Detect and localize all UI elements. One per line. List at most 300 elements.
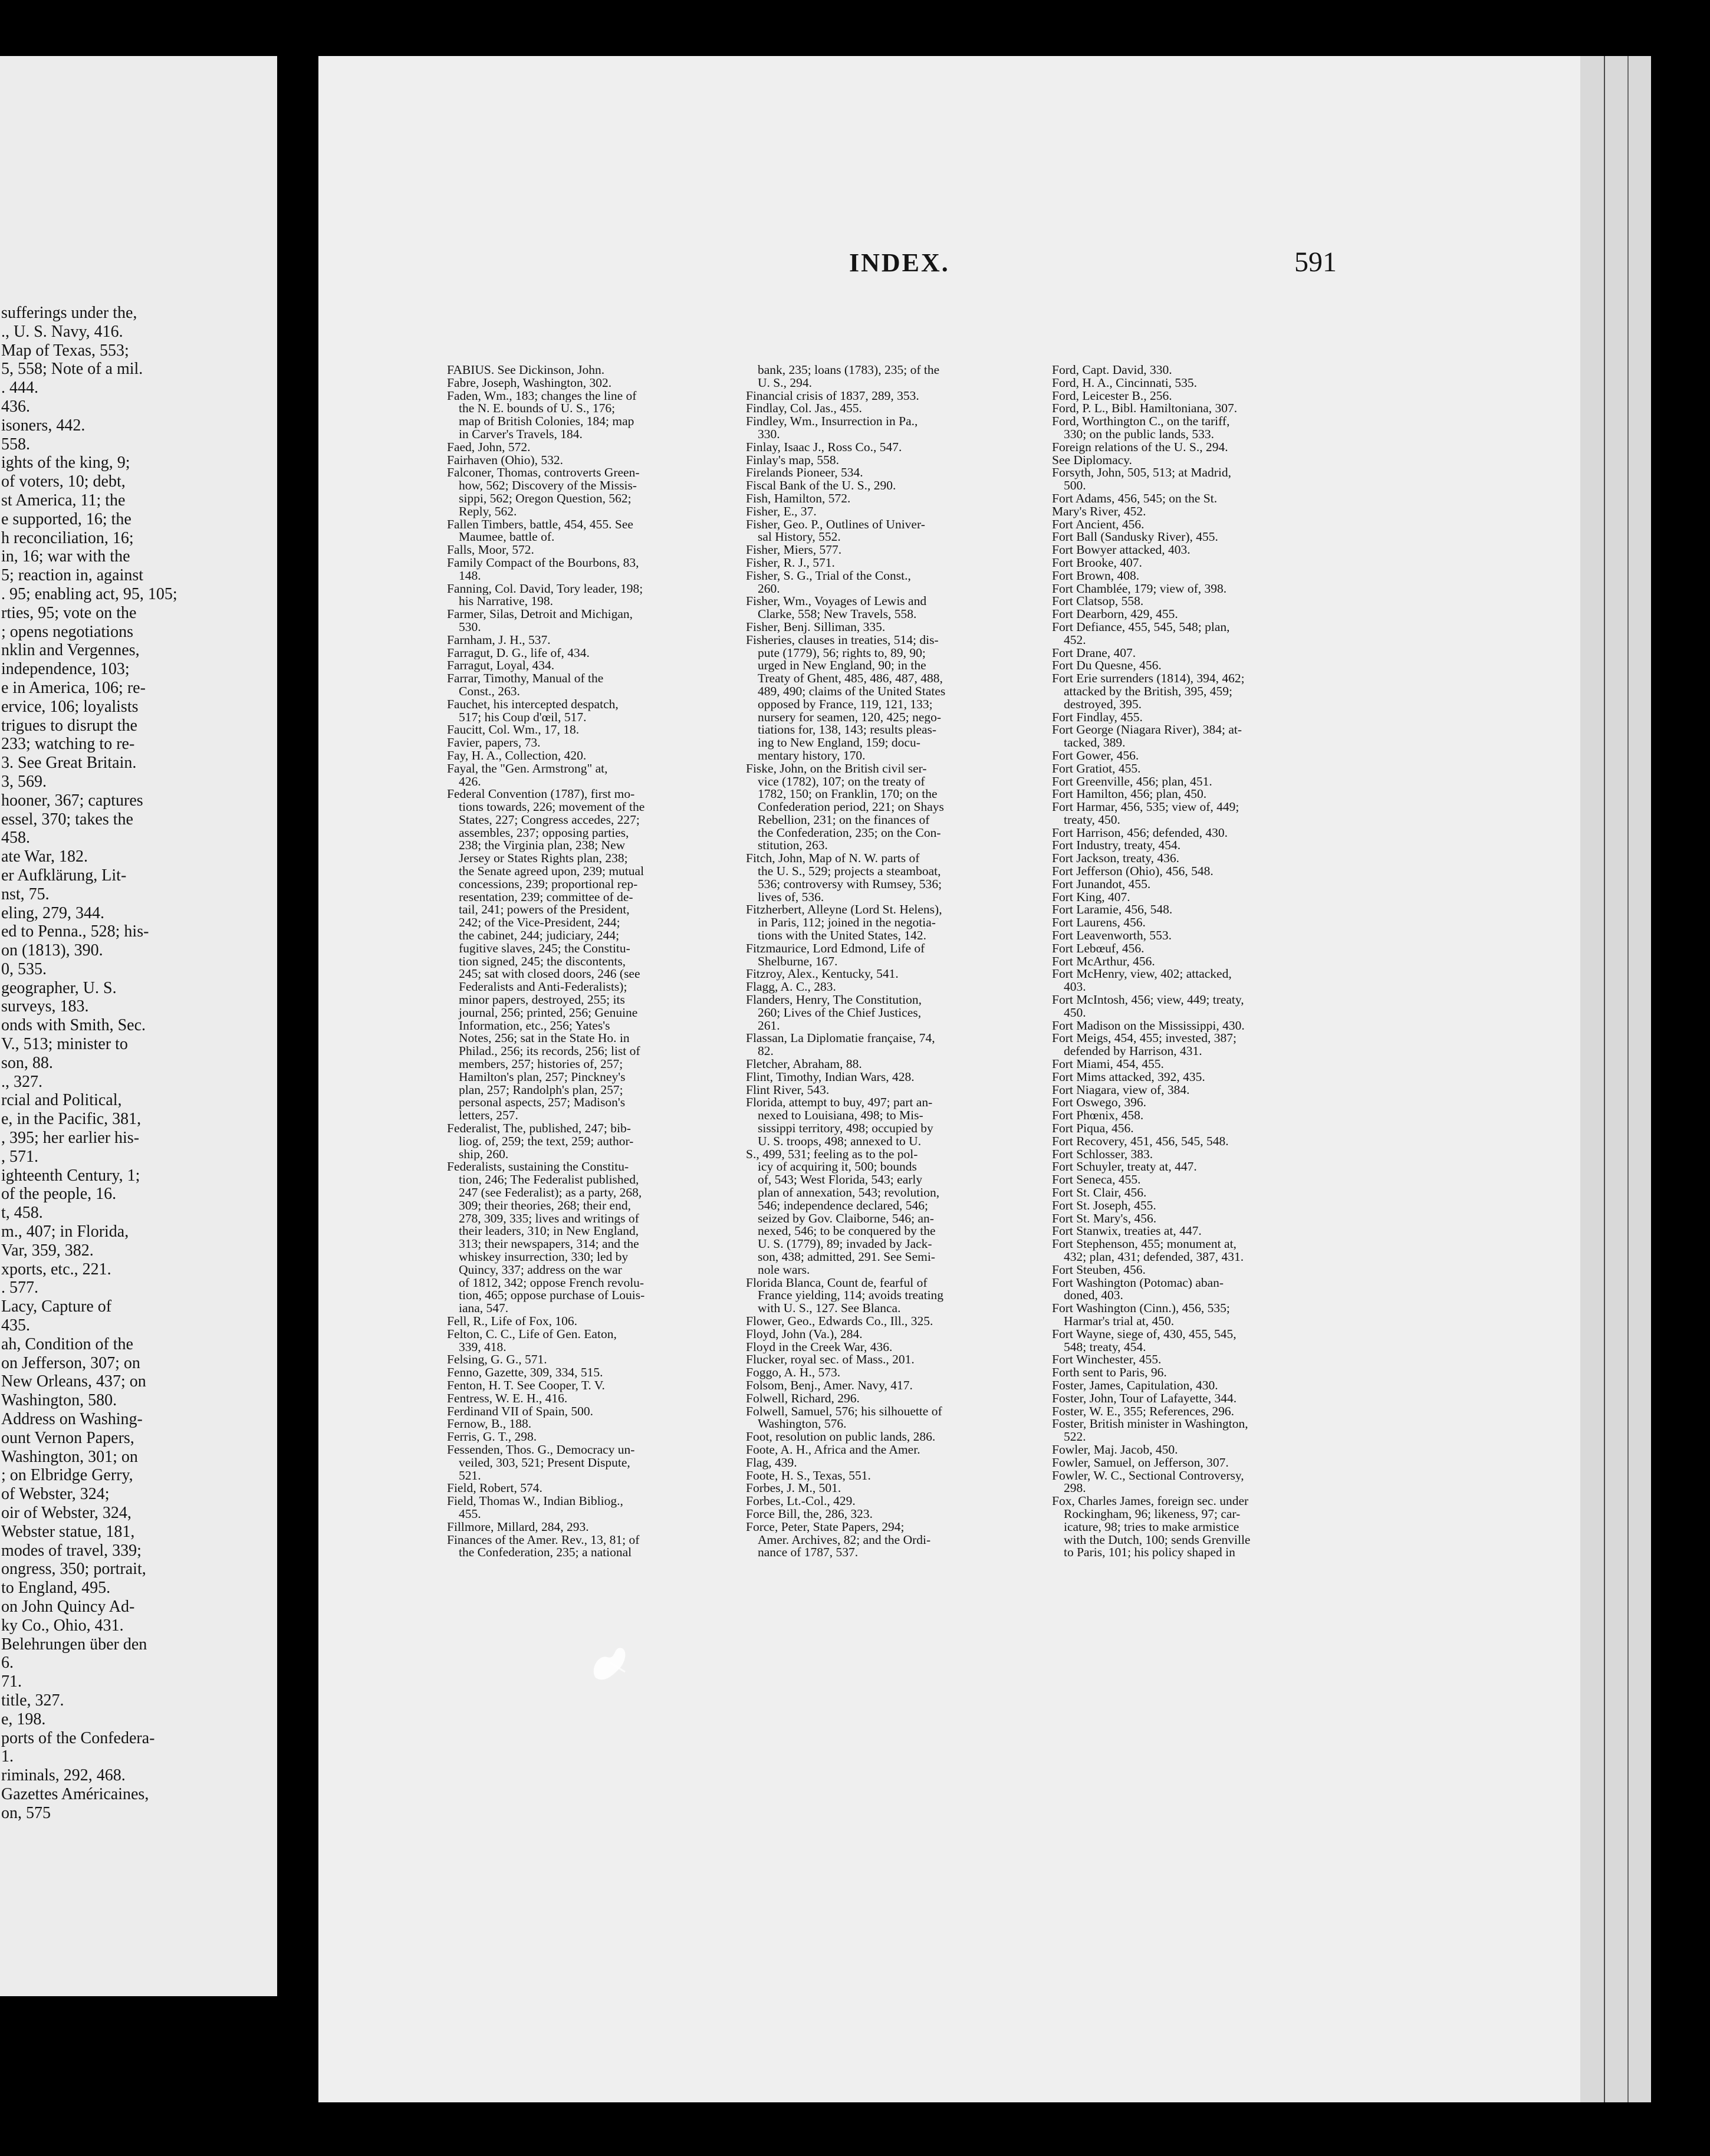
page-edge-line bbox=[1604, 56, 1605, 2102]
left-page-line: t, 458. bbox=[1, 1204, 43, 1222]
left-page-line: 0, 535. bbox=[1, 959, 47, 978]
left-page-line: of the people, 16. bbox=[1, 1185, 117, 1204]
index-column-2 bbox=[746, 364, 1050, 1559]
index-line: defended by Harrison, 431. bbox=[1064, 1045, 1202, 1059]
index-line: Fort Findlay, 455. bbox=[1052, 711, 1143, 724]
index-line: Mary's River, 452. bbox=[1052, 505, 1146, 518]
index-line: Fort Laurens, 456. bbox=[1052, 916, 1146, 930]
left-page-line: ount Vernon Papers, bbox=[1, 1428, 134, 1447]
index-line: Federalists and Anti-Federalists); bbox=[459, 981, 627, 994]
left-page-line: Washington, 301; on bbox=[1, 1447, 138, 1466]
library-stamp-mark bbox=[584, 1636, 637, 1690]
index-line: Fort Clatsop, 558. bbox=[1052, 595, 1144, 609]
index-line: 261. bbox=[758, 1019, 780, 1033]
index-line: Farmer, Silas, Detroit and Michigan, bbox=[447, 608, 633, 621]
index-line: concessions, 239; proportional rep- bbox=[459, 877, 638, 891]
left-page-line: riminals, 292, 468. bbox=[1, 1766, 126, 1785]
index-line: Forbes, J. M., 501. bbox=[746, 1482, 841, 1496]
index-line: of, 543; West Florida, 543; early bbox=[758, 1174, 923, 1187]
index-line: Fessenden, Thos. G., Democracy un- bbox=[447, 1443, 635, 1457]
index-line: Fort Phœnix, 458. bbox=[1052, 1109, 1144, 1123]
index-line: Fort St. Joseph, 455. bbox=[1052, 1199, 1156, 1212]
left-page-line: to England, 495. bbox=[1, 1579, 111, 1598]
index-line: nole wars. bbox=[758, 1263, 810, 1277]
left-page-line: Map of Texas, 553; bbox=[1, 341, 129, 360]
left-page-line: ate War, 182. bbox=[1, 847, 88, 866]
index-line: 452. bbox=[1064, 633, 1086, 647]
index-line: Flagg, A. C., 283. bbox=[746, 981, 836, 994]
index-page bbox=[318, 56, 1586, 2102]
index-line: Fort Washington (Potomac) aban- bbox=[1052, 1276, 1224, 1290]
index-line: Treaty of Ghent, 485, 486, 487, 488, bbox=[758, 672, 943, 685]
left-page-line: ; opens negotiations bbox=[1, 622, 133, 641]
index-line: Foote, H. S., Texas, 551. bbox=[746, 1469, 871, 1483]
left-page-line: Lacy, Capture of bbox=[1, 1297, 112, 1316]
index-line: Florida Blanca, Count de, fearful of bbox=[746, 1276, 928, 1290]
index-line: bank, 235; loans (1783), 235; of the bbox=[758, 364, 940, 377]
index-line: Favier, papers, 73. bbox=[447, 737, 541, 750]
left-page-line: 71. bbox=[1, 1672, 22, 1691]
index-line: Fanning, Col. David, Tory leader, 198; bbox=[447, 582, 643, 596]
index-line: Fort Greenville, 456; plan, 451. bbox=[1052, 775, 1212, 788]
index-column-1 bbox=[447, 364, 751, 1559]
index-line: Faden, Wm., 183; changes the line of bbox=[447, 389, 637, 403]
index-line: Force, Peter, State Papers, 294; bbox=[746, 1520, 905, 1534]
index-line: Fort Bowyer attacked, 403. bbox=[1052, 544, 1191, 557]
index-line: Foster, British minister in Washington, bbox=[1052, 1418, 1248, 1431]
index-line: Fort Miami, 454, 455. bbox=[1052, 1058, 1164, 1071]
left-page-line: trigues to disrupt the bbox=[1, 716, 137, 735]
index-line: Ford, H. A., Cincinnati, 535. bbox=[1052, 376, 1198, 390]
index-line: Fort Adams, 456, 545; on the St. bbox=[1052, 492, 1218, 505]
index-line: 521. bbox=[459, 1469, 481, 1483]
index-line: Fort Dearborn, 429, 455. bbox=[1052, 608, 1178, 621]
index-line: Fort Du Quesne, 456. bbox=[1052, 659, 1162, 673]
index-line: Field, Robert, 574. bbox=[447, 1482, 542, 1496]
index-line: Finlay, Isaac J., Ross Co., 547. bbox=[746, 441, 902, 454]
index-line: journal, 256; printed, 256; Genuine bbox=[459, 1006, 638, 1020]
index-line: Fort King, 407. bbox=[1052, 890, 1130, 904]
index-line: ing to New England, 159; docu- bbox=[758, 737, 920, 750]
index-line: tion signed, 245; the discontents, bbox=[459, 955, 626, 968]
index-line: Fort Harrison, 456; defended, 430. bbox=[1052, 826, 1228, 840]
index-line: Federalist, The, published, 247; bib- bbox=[447, 1122, 631, 1135]
index-line: Shelburne, 167. bbox=[758, 955, 838, 968]
index-line: with the Dutch, 100; sends Grenville bbox=[1064, 1533, 1251, 1547]
left-page-line: V., 513; minister to bbox=[1, 1035, 128, 1054]
index-line: Fernow, B., 188. bbox=[447, 1418, 532, 1431]
index-line: Information, etc., 256; Yates's bbox=[459, 1019, 610, 1033]
index-line: Rockingham, 96; likeness, 97; car- bbox=[1064, 1507, 1241, 1521]
index-line: Fiske, John, on the British civil ser- bbox=[746, 762, 927, 775]
index-line: Fletcher, Abraham, 88. bbox=[746, 1058, 862, 1071]
index-line: personal aspects, 257; Madison's bbox=[459, 1096, 626, 1110]
index-line: 330; on the public lands, 533. bbox=[1064, 428, 1214, 441]
left-page-line: ., U. S. Navy, 416. bbox=[1, 322, 123, 341]
index-line: Ferris, G. T., 298. bbox=[447, 1431, 537, 1444]
left-page-line: ed to Penna., 528; his- bbox=[1, 922, 149, 941]
left-page-line: Gazettes Américaines, bbox=[1, 1784, 149, 1803]
index-line: 432; plan, 431; defended, 387, 431. bbox=[1064, 1250, 1244, 1264]
index-line: Ford, Leicester B., 256. bbox=[1052, 389, 1172, 403]
index-line: 536; controversy with Rumsey, 536; bbox=[758, 877, 942, 891]
index-line: Fisher, Geo. P., Outlines of Univer- bbox=[746, 518, 925, 531]
index-line: seized by Gov. Claiborne, 546; an- bbox=[758, 1212, 934, 1225]
left-page-line: geographer, U. S. bbox=[1, 978, 117, 997]
index-line: the Confederation, 235; a national bbox=[459, 1546, 632, 1560]
left-page-line: nst, 75. bbox=[1, 885, 50, 903]
index-line: Fort Winchester, 455. bbox=[1052, 1353, 1162, 1367]
index-line: Forsyth, John, 505, 513; at Madrid, bbox=[1052, 466, 1231, 480]
index-line: Foster, W. E., 355; References, 296. bbox=[1052, 1405, 1235, 1418]
index-line: fugitive slaves, 245; the Constitu- bbox=[459, 942, 630, 955]
left-page-line: ah, Condition of the bbox=[1, 1335, 133, 1353]
index-line: Fay, H. A., Collection, 420. bbox=[447, 749, 587, 763]
index-line: Flower, Geo., Edwards Co., Ill., 325. bbox=[746, 1314, 933, 1328]
index-line: 148. bbox=[459, 569, 481, 583]
left-page-line: surveys, 183. bbox=[1, 997, 89, 1016]
index-line: Fort Harmar, 456, 535; view of, 449; bbox=[1052, 801, 1239, 814]
left-page-line: of Webster, 324; bbox=[1, 1485, 110, 1504]
index-line: Fort Chamblée, 179; view of, 398. bbox=[1052, 582, 1227, 596]
index-line: Fort Jackson, treaty, 436. bbox=[1052, 852, 1179, 866]
left-page-line: e, in the Pacific, 381, bbox=[1, 1110, 142, 1129]
left-page-line: . 444. bbox=[1, 379, 38, 397]
index-line: icature, 98; tries to make armistice bbox=[1064, 1520, 1239, 1534]
index-line: Federalists, sustaining the Constitu- bbox=[447, 1161, 629, 1174]
index-line: lives of, 536. bbox=[758, 890, 824, 904]
index-line: Fort Wayne, siege of, 430, 455, 545, bbox=[1052, 1327, 1237, 1341]
left-page-line: 5; reaction in, against bbox=[1, 566, 144, 585]
left-page-line: ighteenth Century, 1; bbox=[1, 1166, 140, 1185]
index-line: veiled, 303, 521; Present Dispute, bbox=[459, 1456, 630, 1470]
left-page-line: Belehrungen über den bbox=[1, 1635, 147, 1654]
index-line: Fort Brooke, 407. bbox=[1052, 556, 1142, 570]
index-line: Fort Stanwix, treaties at, 447. bbox=[1052, 1225, 1202, 1238]
index-line: mentary history, 170. bbox=[758, 749, 866, 763]
left-page-line: . 95; enabling act, 95, 105; bbox=[1, 584, 177, 603]
left-page-line: xports, etc., 221. bbox=[1, 1260, 111, 1279]
index-line: Forbes, Lt.-Col., 429. bbox=[746, 1495, 856, 1508]
index-line: tail, 241; powers of the President, bbox=[459, 903, 630, 917]
left-page-line: 3, 569. bbox=[1, 772, 47, 791]
index-line: Fentress, W. E. H., 416. bbox=[447, 1392, 568, 1405]
index-line: Fort Brown, 408. bbox=[1052, 569, 1140, 583]
index-line: Fort Piqua, 456. bbox=[1052, 1122, 1134, 1135]
index-line: Fort Meigs, 454, 455; invested, 387; bbox=[1052, 1032, 1237, 1046]
index-line: with U. S., 127. See Blanca. bbox=[758, 1302, 901, 1315]
index-line: Falconer, Thomas, controverts Green- bbox=[447, 466, 640, 480]
index-line: FABIUS. See Dickinson, John. bbox=[447, 364, 605, 377]
index-line: Foster, James, Capitulation, 430. bbox=[1052, 1379, 1218, 1392]
index-line: Farragut, Loyal, 434. bbox=[447, 659, 555, 673]
left-page-line: sufferings under the, bbox=[1, 304, 137, 322]
index-line: pute (1779), 56; rights to, 89, 90; bbox=[758, 646, 926, 660]
index-line: Fort Leavenworth, 553. bbox=[1052, 929, 1172, 942]
index-line: Hamilton's plan, 257; Pinckney's bbox=[459, 1070, 626, 1084]
index-line: urged in New England, 90; in the bbox=[758, 659, 926, 673]
index-line: Fort McIntosh, 456; view, 449; treaty, bbox=[1052, 994, 1244, 1007]
index-line: Fowler, Maj. Jacob, 450. bbox=[1052, 1443, 1178, 1457]
index-line: how, 562; Discovery of the Missis- bbox=[459, 479, 637, 492]
index-line: 548; treaty, 454. bbox=[1064, 1340, 1146, 1354]
index-line: Fisher, R. J., 571. bbox=[746, 556, 835, 570]
index-line: Fisher, Benj. Silliman, 335. bbox=[746, 620, 886, 634]
index-line: Flint River, 543. bbox=[746, 1083, 830, 1097]
index-line: minor papers, destroyed, 255; its bbox=[459, 994, 625, 1007]
index-line: Foggo, A. H., 573. bbox=[746, 1366, 841, 1379]
index-line: Fort Recovery, 451, 456, 545, 548. bbox=[1052, 1135, 1229, 1148]
index-line: Farragut, D. G., life of, 434. bbox=[447, 646, 590, 660]
index-line: Floyd, John (Va.), 284. bbox=[746, 1327, 863, 1341]
index-line: Fort Schlosser, 383. bbox=[1052, 1148, 1153, 1161]
left-page-line: on John Quincy Ad- bbox=[1, 1597, 135, 1616]
index-line: destroyed, 395. bbox=[1064, 698, 1142, 711]
index-line: Const., 263. bbox=[459, 685, 520, 698]
index-line: assembles, 237; opposing parties, bbox=[459, 826, 629, 840]
index-line: Federal Convention (1787), first mo- bbox=[447, 788, 635, 801]
index-line: Fox, Charles James, foreign sec. under bbox=[1052, 1495, 1249, 1508]
index-line: Amer. Archives, 82; and the Ordi- bbox=[758, 1533, 931, 1547]
index-line: 1782, 150; on Franklin, 170; on the bbox=[758, 788, 938, 801]
index-line: in Paris, 112; joined in the negotia- bbox=[758, 916, 936, 930]
left-page-line: Washington, 580. bbox=[1, 1391, 117, 1410]
index-line: Falls, Moor, 572. bbox=[447, 544, 534, 557]
index-line: nursery for seamen, 120, 425; nego- bbox=[758, 711, 942, 724]
index-line: Reply, 562. bbox=[459, 505, 517, 518]
index-line: Findley, Wm., Insurrection in Pa., bbox=[746, 415, 918, 428]
index-line: Finances of the Amer. Rev., 13, 81; of bbox=[447, 1533, 640, 1547]
facing-left-page bbox=[0, 56, 277, 1996]
index-line: Fort Jefferson (Ohio), 456, 548. bbox=[1052, 865, 1214, 878]
index-line: Fillmore, Millard, 284, 293. bbox=[447, 1520, 589, 1534]
index-line: Fitch, John, Map of N. W. parts of bbox=[746, 852, 920, 866]
left-page-line: hooner, 367; captures bbox=[1, 791, 143, 810]
left-page-line: of voters, 10; debt, bbox=[1, 472, 126, 491]
left-page-line: 233; watching to re- bbox=[1, 735, 135, 754]
left-page-text bbox=[0, 304, 277, 1823]
index-line: Fort Oswego, 396. bbox=[1052, 1096, 1147, 1110]
index-line: 298. bbox=[1064, 1482, 1086, 1496]
left-page-line: , 395; her earlier his- bbox=[1, 1129, 140, 1148]
left-page-line: m., 407; in Florida, bbox=[1, 1222, 129, 1241]
index-line: Rebellion, 231; on the finances of bbox=[758, 813, 930, 827]
index-line: Fallen Timbers, battle, 454, 455. See bbox=[447, 518, 633, 531]
index-line: 339, 418. bbox=[459, 1340, 507, 1354]
index-line: Fort Junandot, 455. bbox=[1052, 877, 1151, 891]
index-line: Family Compact of the Bourbons, 83, bbox=[447, 556, 639, 570]
index-line: resentation, 239; committee of de- bbox=[459, 890, 633, 904]
index-line: Faucitt, Col. Wm., 17, 18. bbox=[447, 724, 580, 737]
index-line: sal History, 552. bbox=[758, 531, 841, 544]
index-line: Flag, 439. bbox=[746, 1456, 797, 1470]
index-line: opposed by France, 119, 121, 133; bbox=[758, 698, 933, 711]
index-line: U. S. troops, 498; annexed to U. bbox=[758, 1135, 922, 1148]
index-line: Fisheries, clauses in treaties, 514; dis- bbox=[746, 633, 939, 647]
index-line: 238; the Virginia plan, 238; New bbox=[459, 839, 626, 853]
index-line: whiskey insurrection, 330; led by bbox=[459, 1250, 629, 1264]
left-page-line: 436. bbox=[1, 397, 30, 416]
left-page-line: . 577. bbox=[1, 1279, 38, 1297]
index-line: Clarke, 558; New Travels, 558. bbox=[758, 608, 917, 621]
index-line: 517; his Coup d'œil, 517. bbox=[459, 711, 587, 724]
index-line: Ford, Worthington C., on the tariff, bbox=[1052, 415, 1230, 428]
left-page-line: ky Co., Ohio, 431. bbox=[1, 1616, 124, 1635]
index-line: Flassan, La Diplomatie française, 74, bbox=[746, 1032, 935, 1046]
index-line: Flucker, royal sec. of Mass., 201. bbox=[746, 1353, 915, 1367]
index-line: 330. bbox=[758, 428, 780, 441]
index-line: S., 499, 531; feeling as to the pol- bbox=[746, 1148, 918, 1161]
index-line: 313; their newspapers, 314; and the bbox=[459, 1238, 639, 1251]
index-line: Fenno, Gazette, 309, 334, 515. bbox=[447, 1366, 603, 1379]
index-line: 500. bbox=[1064, 479, 1086, 492]
index-line: Fort McHenry, view, 402; attacked, bbox=[1052, 968, 1232, 981]
index-line: 260. bbox=[758, 582, 780, 596]
index-line: Fort McArthur, 456. bbox=[1052, 955, 1155, 968]
index-line: 82. bbox=[758, 1045, 774, 1059]
index-line: 242; of the Vice-President, 244; bbox=[459, 916, 620, 930]
left-page-line: er Aufklärung, Lit- bbox=[1, 866, 127, 885]
index-line: Fort Erie surrenders (1814), 394, 462; bbox=[1052, 672, 1245, 685]
index-line: of 1812, 342; oppose French revolu- bbox=[459, 1276, 644, 1290]
left-page-line: essel, 370; takes the bbox=[1, 810, 133, 829]
index-line: Fort Laramie, 456, 548. bbox=[1052, 903, 1173, 917]
index-line: Faed, John, 572. bbox=[447, 441, 531, 454]
index-line: France yielding, 114; avoids treating bbox=[758, 1289, 944, 1303]
left-page-line: oir of Webster, 324, bbox=[1, 1504, 131, 1522]
index-line: icy of acquiring it, 500; bounds bbox=[758, 1161, 917, 1174]
index-line: Fort Stephenson, 455; monument at, bbox=[1052, 1238, 1237, 1251]
index-line: Folsom, Benj., Amer. Navy, 417. bbox=[746, 1379, 913, 1392]
index-line: Finlay's map, 558. bbox=[746, 453, 839, 467]
index-line: 450. bbox=[1064, 1006, 1086, 1020]
left-page-line: onds with Smith, Sec. bbox=[1, 1016, 146, 1035]
index-line: sissippi territory, 498; occupied by bbox=[758, 1122, 933, 1135]
index-line: Folwell, Richard, 296. bbox=[746, 1392, 860, 1405]
left-page-line: rcial and Political, bbox=[1, 1091, 122, 1110]
left-page-line: 458. bbox=[1, 829, 30, 847]
index-line: letters, 257. bbox=[459, 1109, 518, 1123]
index-line: Findlay, Col. Jas., 455. bbox=[746, 402, 862, 416]
index-line: Fisher, E., 37. bbox=[746, 505, 817, 518]
index-line: 247 (see Federalist); as a party, 268, bbox=[459, 1187, 642, 1199]
index-line: plan, 257; Randolph's plan, 257; bbox=[459, 1083, 623, 1097]
index-line: Fort Mims attacked, 392, 435. bbox=[1052, 1070, 1205, 1084]
left-page-line: e supported, 16; the bbox=[1, 510, 131, 528]
index-line: Foreign relations of the U. S., 294. bbox=[1052, 441, 1228, 454]
index-line: sippi, 562; Oregon Question, 562; bbox=[459, 492, 632, 505]
left-page-line: 435. bbox=[1, 1316, 30, 1335]
index-line: Forth sent to Paris, 96. bbox=[1052, 1366, 1167, 1379]
left-page-line: ; on Elbridge Gerry, bbox=[1, 1466, 133, 1485]
index-line: Fowler, Samuel, on Jefferson, 307. bbox=[1052, 1456, 1229, 1470]
index-line: his Narrative, 198. bbox=[459, 595, 554, 609]
index-line: Fort Gower, 456. bbox=[1052, 749, 1139, 763]
left-page-line: New Orleans, 437; on bbox=[1, 1372, 146, 1391]
book-page-edges bbox=[1580, 56, 1651, 2102]
index-line: ship, 260. bbox=[459, 1148, 509, 1161]
index-line: Washington, 576. bbox=[758, 1418, 847, 1431]
index-line: Fort Gratiot, 455. bbox=[1052, 762, 1141, 775]
left-page-line: ervice, 106; loyalists bbox=[1, 697, 139, 716]
left-page-line: 558. bbox=[1, 435, 30, 453]
index-line: Foot, resolution on public lands, 286. bbox=[746, 1431, 936, 1444]
index-line: Fort Drane, 407. bbox=[1052, 646, 1136, 660]
index-line: Field, Thomas W., Indian Bibliog., bbox=[447, 1495, 623, 1508]
index-line: tions with the United States, 142. bbox=[758, 929, 927, 942]
index-line: 530. bbox=[459, 620, 481, 634]
left-page-line: in, 16; war with the bbox=[1, 547, 130, 566]
index-line: Firelands Pioneer, 534. bbox=[746, 466, 863, 480]
left-page-line: 1. bbox=[1, 1747, 14, 1766]
index-line: tiations for, 138, 143; results pleas- bbox=[758, 724, 937, 737]
left-page-line: e, 198. bbox=[1, 1710, 46, 1728]
index-line: Fort Madison on the Mississippi, 430. bbox=[1052, 1019, 1245, 1033]
index-line: Fauchet, his intercepted despatch, bbox=[447, 698, 619, 711]
index-line: Force Bill, the, 286, 323. bbox=[746, 1507, 873, 1521]
index-line: Farrar, Timothy, Manual of the bbox=[447, 672, 604, 685]
index-line: Ferdinand VII of Spain, 500. bbox=[447, 1405, 594, 1418]
index-line: Fort Lebœuf, 456. bbox=[1052, 942, 1145, 955]
index-line: the U. S., 529; projects a steamboat, bbox=[758, 865, 941, 878]
index-line: doned, 403. bbox=[1064, 1289, 1123, 1303]
index-line: Jersey or States Rights plan, 238; bbox=[459, 852, 628, 866]
left-page-line: nklin and Vergennes, bbox=[1, 641, 140, 660]
index-line: Fish, Hamilton, 572. bbox=[746, 492, 851, 505]
index-line: nance of 1787, 537. bbox=[758, 1546, 859, 1560]
index-line: nexed to Louisiana, 498; to Mis- bbox=[758, 1109, 923, 1123]
page-number: 591 bbox=[1294, 247, 1337, 278]
index-line: map of British Colonies, 184; map bbox=[459, 415, 634, 428]
page-edge-line bbox=[1627, 56, 1629, 2102]
index-line: U. S., 294. bbox=[758, 376, 812, 390]
index-line: liog. of, 259; the text, 259; author- bbox=[459, 1135, 634, 1148]
left-page-line: ., 327. bbox=[1, 1072, 42, 1091]
index-line: Folwell, Samuel, 576; his silhouette of bbox=[746, 1405, 942, 1418]
index-line: Foster, John, Tour of Lafayette, 344. bbox=[1052, 1392, 1237, 1405]
left-page-line: independence, 103; bbox=[1, 660, 130, 679]
index-line: Notes, 256; sat in the State Ho. in bbox=[459, 1032, 630, 1046]
index-line: 309; their theories, 268; their end, bbox=[459, 1199, 631, 1212]
index-line: Fort George (Niagara River), 384; at- bbox=[1052, 724, 1242, 737]
left-page-line: Address on Washing- bbox=[1, 1410, 143, 1429]
left-page-line: rties, 95; vote on the bbox=[1, 603, 137, 622]
index-line: 278, 309, 335; lives and writings of bbox=[459, 1212, 639, 1225]
index-line: 522. bbox=[1064, 1431, 1086, 1444]
index-line: Fort Schuyler, treaty at, 447. bbox=[1052, 1161, 1197, 1174]
index-line: Fort Steuben, 456. bbox=[1052, 1263, 1146, 1277]
index-line: Fiscal Bank of the U. S., 290. bbox=[746, 479, 896, 492]
index-line: the Senate agreed upon, 239; mutual bbox=[459, 865, 644, 878]
index-line: Fort Ancient, 456. bbox=[1052, 518, 1145, 531]
page-title: INDEX. bbox=[849, 248, 950, 277]
index-line: Felton, C. C., Life of Gen. Eaton, bbox=[447, 1327, 617, 1341]
index-line: U. S. (1779), 89; invaded by Jack- bbox=[758, 1238, 932, 1251]
index-column-3 bbox=[1052, 364, 1356, 1559]
index-line: 489, 490; claims of the United States bbox=[758, 685, 946, 698]
index-line: tacked, 389. bbox=[1064, 737, 1126, 750]
index-line: stitution, 263. bbox=[758, 839, 828, 853]
index-line: the cabinet, 244; judiciary, 244; bbox=[459, 929, 620, 942]
left-page-line: 3. See Great Britain. bbox=[1, 754, 137, 773]
index-line: Fitzherbert, Alleyne (Lord St. Helens), bbox=[746, 903, 942, 917]
left-page-line: , 571. bbox=[1, 1147, 38, 1166]
index-line: Quincy, 337; address on the war bbox=[459, 1263, 622, 1277]
left-page-line: ports of the Confedera- bbox=[1, 1728, 155, 1747]
index-line: See Diplomacy. bbox=[1052, 453, 1132, 467]
index-line: in Carver's Travels, 184. bbox=[459, 428, 583, 441]
index-line: treaty, 450. bbox=[1064, 813, 1120, 827]
